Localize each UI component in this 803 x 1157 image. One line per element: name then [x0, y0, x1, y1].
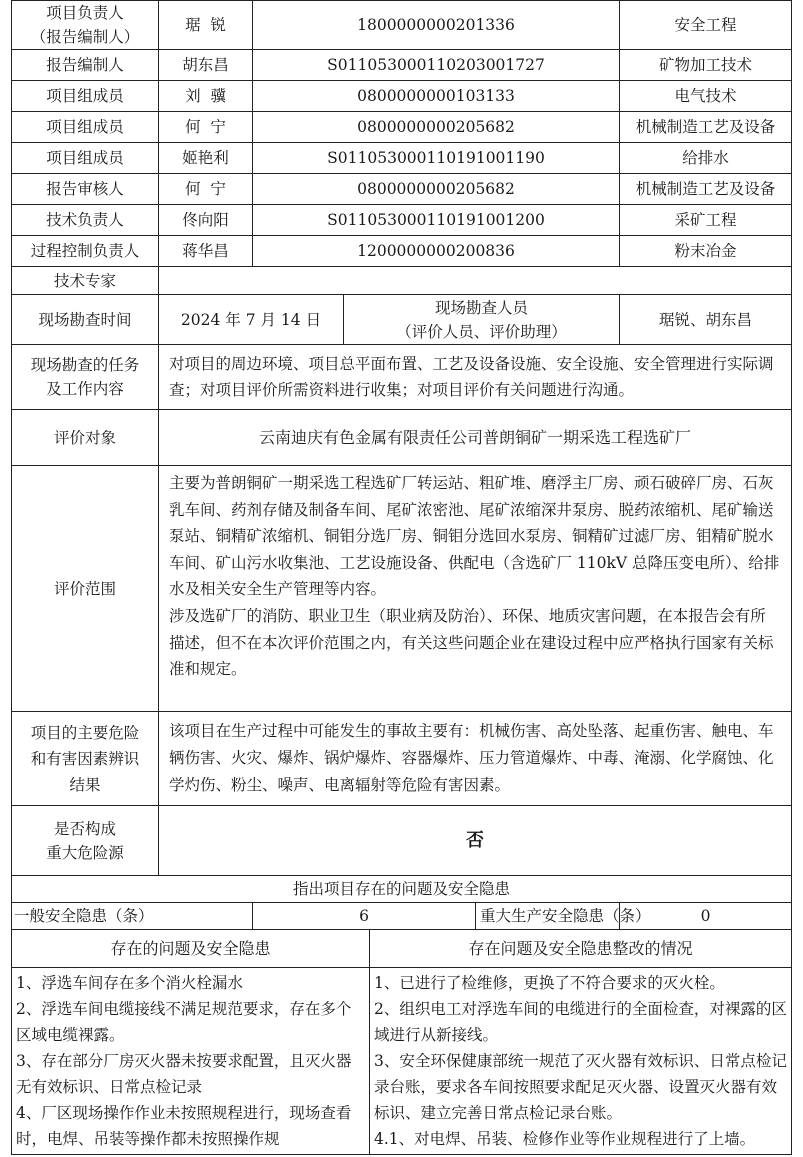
object-label: 评价对象	[12, 410, 159, 466]
object-row	[12, 410, 792, 466]
issues-col-right-header: 存在问题及安全隐患整改的情况	[370, 930, 792, 968]
name-cell: 刘 骥	[159, 81, 253, 112]
survey-staff-value: 琚锐、胡东昌	[620, 295, 792, 345]
survey-time-value: 2024 年 7 月 14 日	[159, 295, 344, 345]
issue-item: 4、厂区现场操作作业未按照规程进行，现场查看时，电焊、吊装等操作都未按照操作规	[16, 1104, 352, 1148]
major-cell: 采矿工程	[620, 205, 792, 236]
personnel-row	[12, 81, 792, 112]
role-cell: 项目组成员	[12, 112, 159, 143]
hazard-label-line: 结果	[69, 775, 101, 794]
personnel-row	[12, 236, 792, 267]
name-cell: 蒋华昌	[159, 236, 253, 267]
expert-label: 技术专家	[12, 267, 159, 295]
major-production-hazard-label: 重大生产安全隐患（条）	[476, 903, 620, 930]
major-cell: 安全工程	[620, 1, 792, 50]
task-label-line: 及工作内容	[46, 380, 124, 398]
issues-header-row	[12, 930, 792, 968]
issues-title: 指出项目存在的问题及安全隐患	[12, 876, 792, 903]
issue-item: 2、浮选车间电缆接线不满足规范要求，存在多个区域电缆裸露。	[16, 1000, 352, 1044]
name-cell: 姬艳利	[159, 143, 253, 174]
major-cell: 矿物加工技术	[620, 50, 792, 81]
major-production-hazard-value: 0	[620, 903, 792, 930]
major-hazard-label-line: 是否构成	[53, 819, 116, 838]
general-hazard-label: 一般安全隐患（条）	[12, 903, 253, 930]
role-cell: 项目组成员	[12, 143, 159, 174]
scope-row	[12, 466, 792, 712]
cert-cell: S011053000110191001200	[253, 205, 620, 236]
report-table	[11, 0, 792, 930]
major-cell: 电气技术	[620, 81, 792, 112]
scope-label: 评价范围	[12, 466, 159, 712]
expert-row	[12, 267, 792, 295]
hazard-label-line: 项目的主要危险	[30, 723, 140, 742]
survey-staff-label	[344, 295, 620, 345]
major-hazard-label-line: 重大危险源	[46, 843, 124, 862]
general-hazard-value: 6	[253, 903, 476, 930]
name-cell: 琚 锐	[159, 1, 253, 50]
scope-paragraph: 主要为普朗铜矿一期采选工程选矿厂转运站、粗矿堆、磨浮主厂房、顽石破碎厂房、石灰乳车间、药剂存储及制备车间、尾矿浓密池、尾矿浓缩深井泵房、脱药浓缩机、尾矿输送泵站、铜精矿浓缩机、铜钼分选厂房、铜钼分选回水泵房、铜精矿过滤厂房、钼精矿脱水车间、矿山污水收集池、工艺设施设备、供配电（含选矿厂 110kV 总降压变电所）、给排水及相关安全生产管理等内容。	[169, 474, 780, 599]
issues-col-left-header: 存在的问题及安全隐患	[12, 930, 370, 968]
evaluation-report-page	[11, 0, 791, 1155]
personnel-row	[12, 112, 792, 143]
major-cell: 给排水	[620, 143, 792, 174]
personnel-row	[12, 174, 792, 205]
major-hazard-label	[12, 806, 159, 876]
expert-value	[159, 267, 792, 295]
issue-item: 1、浮选车间存在多个消火栓漏水	[16, 974, 243, 992]
issues-right-list	[370, 968, 792, 1155]
fix-item: 1、已进行了检维修，更换了不符合要求的灭火栓。	[374, 974, 725, 992]
major-hazard-row	[12, 806, 792, 876]
issue-item: 3、存在部分厂房灭火器未按要求配置，且灭火器无有效标识、日常点检记录	[16, 1052, 352, 1096]
cert-cell: 0800000000103133	[253, 81, 620, 112]
role-cell: 报告编制人	[12, 50, 159, 81]
issues-table	[11, 929, 792, 1155]
personnel-row	[12, 143, 792, 174]
major-cell: 粉末冶金	[620, 236, 792, 267]
hazard-label-line: 和有害因素辨识	[30, 749, 140, 768]
fix-item: 4.1、对电焊、吊装、检修作业等作业规程进行了上墙。	[374, 1130, 756, 1148]
cert-cell: 0800000000205682	[253, 112, 620, 143]
name-cell: 何 宁	[159, 174, 253, 205]
personnel-row	[12, 50, 792, 81]
cert-cell: 0800000000205682	[253, 174, 620, 205]
issues-left-list	[12, 968, 370, 1155]
name-cell: 何 宁	[159, 112, 253, 143]
fix-item: 2、组织电工对浮选车间的电缆进行的全面检查，对裸露的区域进行从新接线。	[374, 1000, 787, 1044]
survey-row	[12, 295, 792, 345]
scope-paragraph: 涉及选矿厂的消防、职业卫生（职业病及防治）、环保、地质灾害问题，在本报告会有所描述，但不在本次评价范围之内，有关这些问题企业在建设过程中应严格执行国家有关标准和规定。	[169, 606, 774, 679]
issues-title-row	[12, 876, 792, 903]
major-hazard-value: 否	[159, 806, 792, 876]
major-cell: 机械制造工艺及设备	[620, 112, 792, 143]
object-value: 云南迪庆有色金属有限责任公司普朗铜矿一期采选工程选矿厂	[159, 410, 792, 466]
name-cell: 佟向阳	[159, 205, 253, 236]
hazard-row	[12, 712, 792, 806]
issues-count-row	[12, 903, 792, 930]
scope-text	[159, 466, 792, 712]
cert-cell: S011053000110191001190	[253, 143, 620, 174]
fix-item: 3、安全环保健康部统一规范了灭火器有效标识、日常点检记录台账，要求各车间按照要求配足灭火器、设置灭火器有效标识、建立完善日常点检记录台账。	[374, 1052, 787, 1122]
role-cell: 报告审核人	[12, 174, 159, 205]
role-cell: 项目组成员	[12, 81, 159, 112]
hazard-text: 该项目在生产过程中可能发生的事故主要有：机械伤害、高处坠落、起重伤害、触电、车辆伤害、火灾、爆炸、锅炉爆炸、容器爆炸、压力管道爆炸、中毒、淹溺、化学腐蚀、化学灼伤、粉尘、噪声、电离辐射等危险有害因素。	[159, 712, 792, 806]
task-label-line: 现场勘查的任务	[30, 356, 140, 374]
issues-content-row	[12, 968, 792, 1155]
survey-staff-label-line: 现场勘查人员	[435, 298, 529, 317]
role-cell	[12, 1, 159, 50]
personnel-row	[12, 1, 792, 50]
task-label	[12, 345, 159, 410]
name-cell: 胡东昌	[159, 50, 253, 81]
cert-cell: 1200000000200836	[253, 236, 620, 267]
task-row	[12, 345, 792, 410]
major-cell: 机械制造工艺及设备	[620, 174, 792, 205]
cert-cell: 1800000000201336	[253, 1, 620, 50]
cert-cell: S011053000110203001727	[253, 50, 620, 81]
personnel-row	[12, 205, 792, 236]
role-cell: 技术负责人	[12, 205, 159, 236]
survey-time-label: 现场勘查时间	[12, 295, 159, 345]
role-label-sub: （报告编制人）	[30, 28, 140, 46]
hazard-label	[12, 712, 159, 806]
survey-staff-label-line: （评价人员、评价助理）	[396, 322, 567, 341]
role-cell: 过程控制负责人	[12, 236, 159, 267]
task-text: 对项目的周边环境、项目总平面布置、工艺及设备设施、安全设施、安全管理进行实际调查；对项目评价所需资料进行收集；对项目评价有关问题进行沟通。	[159, 345, 792, 410]
role-label: 项目负责人	[46, 4, 124, 22]
